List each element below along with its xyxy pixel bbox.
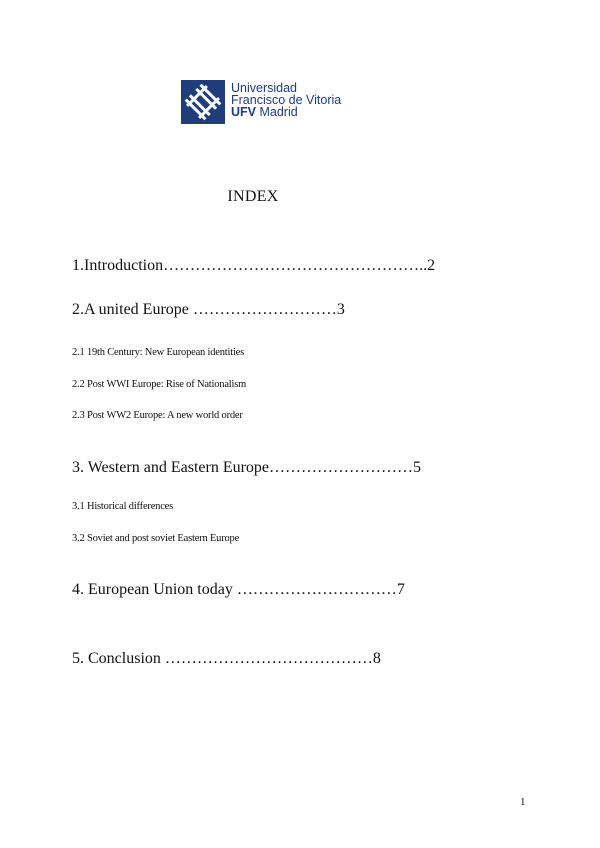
logo-line-university: Universidad — [231, 81, 298, 95]
toc-subentry-soviet: 3.2 Soviet and post soviet Eastern Europe — [72, 533, 240, 544]
toc-entry-conclusion: 5. Conclusion …………………………………8 — [72, 650, 381, 667]
toc-subentry-post-ww2: 2.3 Post WW2 Europe: A new world order — [72, 410, 243, 421]
university-logo — [181, 80, 351, 124]
toc-entry-european-union: 4. European Union today …………………………7 — [72, 581, 405, 598]
index-title: INDEX — [227, 188, 279, 205]
toc-entry-western-eastern: 3. Western and Eastern Europe………………………5 — [72, 459, 422, 476]
toc-entry-introduction: 1.Introduction…………………………………………..2 — [72, 257, 436, 274]
logo-madrid: Madrid — [256, 105, 298, 119]
logo-line-francisco: Francisco de Vitoria — [231, 93, 342, 107]
toc-subentry-19th-century: 2.1 19th Century: New European identities — [72, 347, 245, 358]
toc-subentry-post-wwi: 2.2 Post WWI Europe: Rise of Nationalism — [72, 379, 247, 390]
toc-subentry-historical-differences: 3.1 Historical differences — [72, 501, 174, 512]
logo-ufv-bold: UFV — [231, 105, 256, 119]
logo-wordmark — [231, 82, 341, 118]
logo-line-ufv — [231, 106, 341, 118]
ufv-emblem-icon — [181, 80, 225, 124]
page-number: 1 — [520, 796, 526, 808]
toc-entry-united-europe: 2.A united Europe ………………………3 — [72, 301, 345, 318]
